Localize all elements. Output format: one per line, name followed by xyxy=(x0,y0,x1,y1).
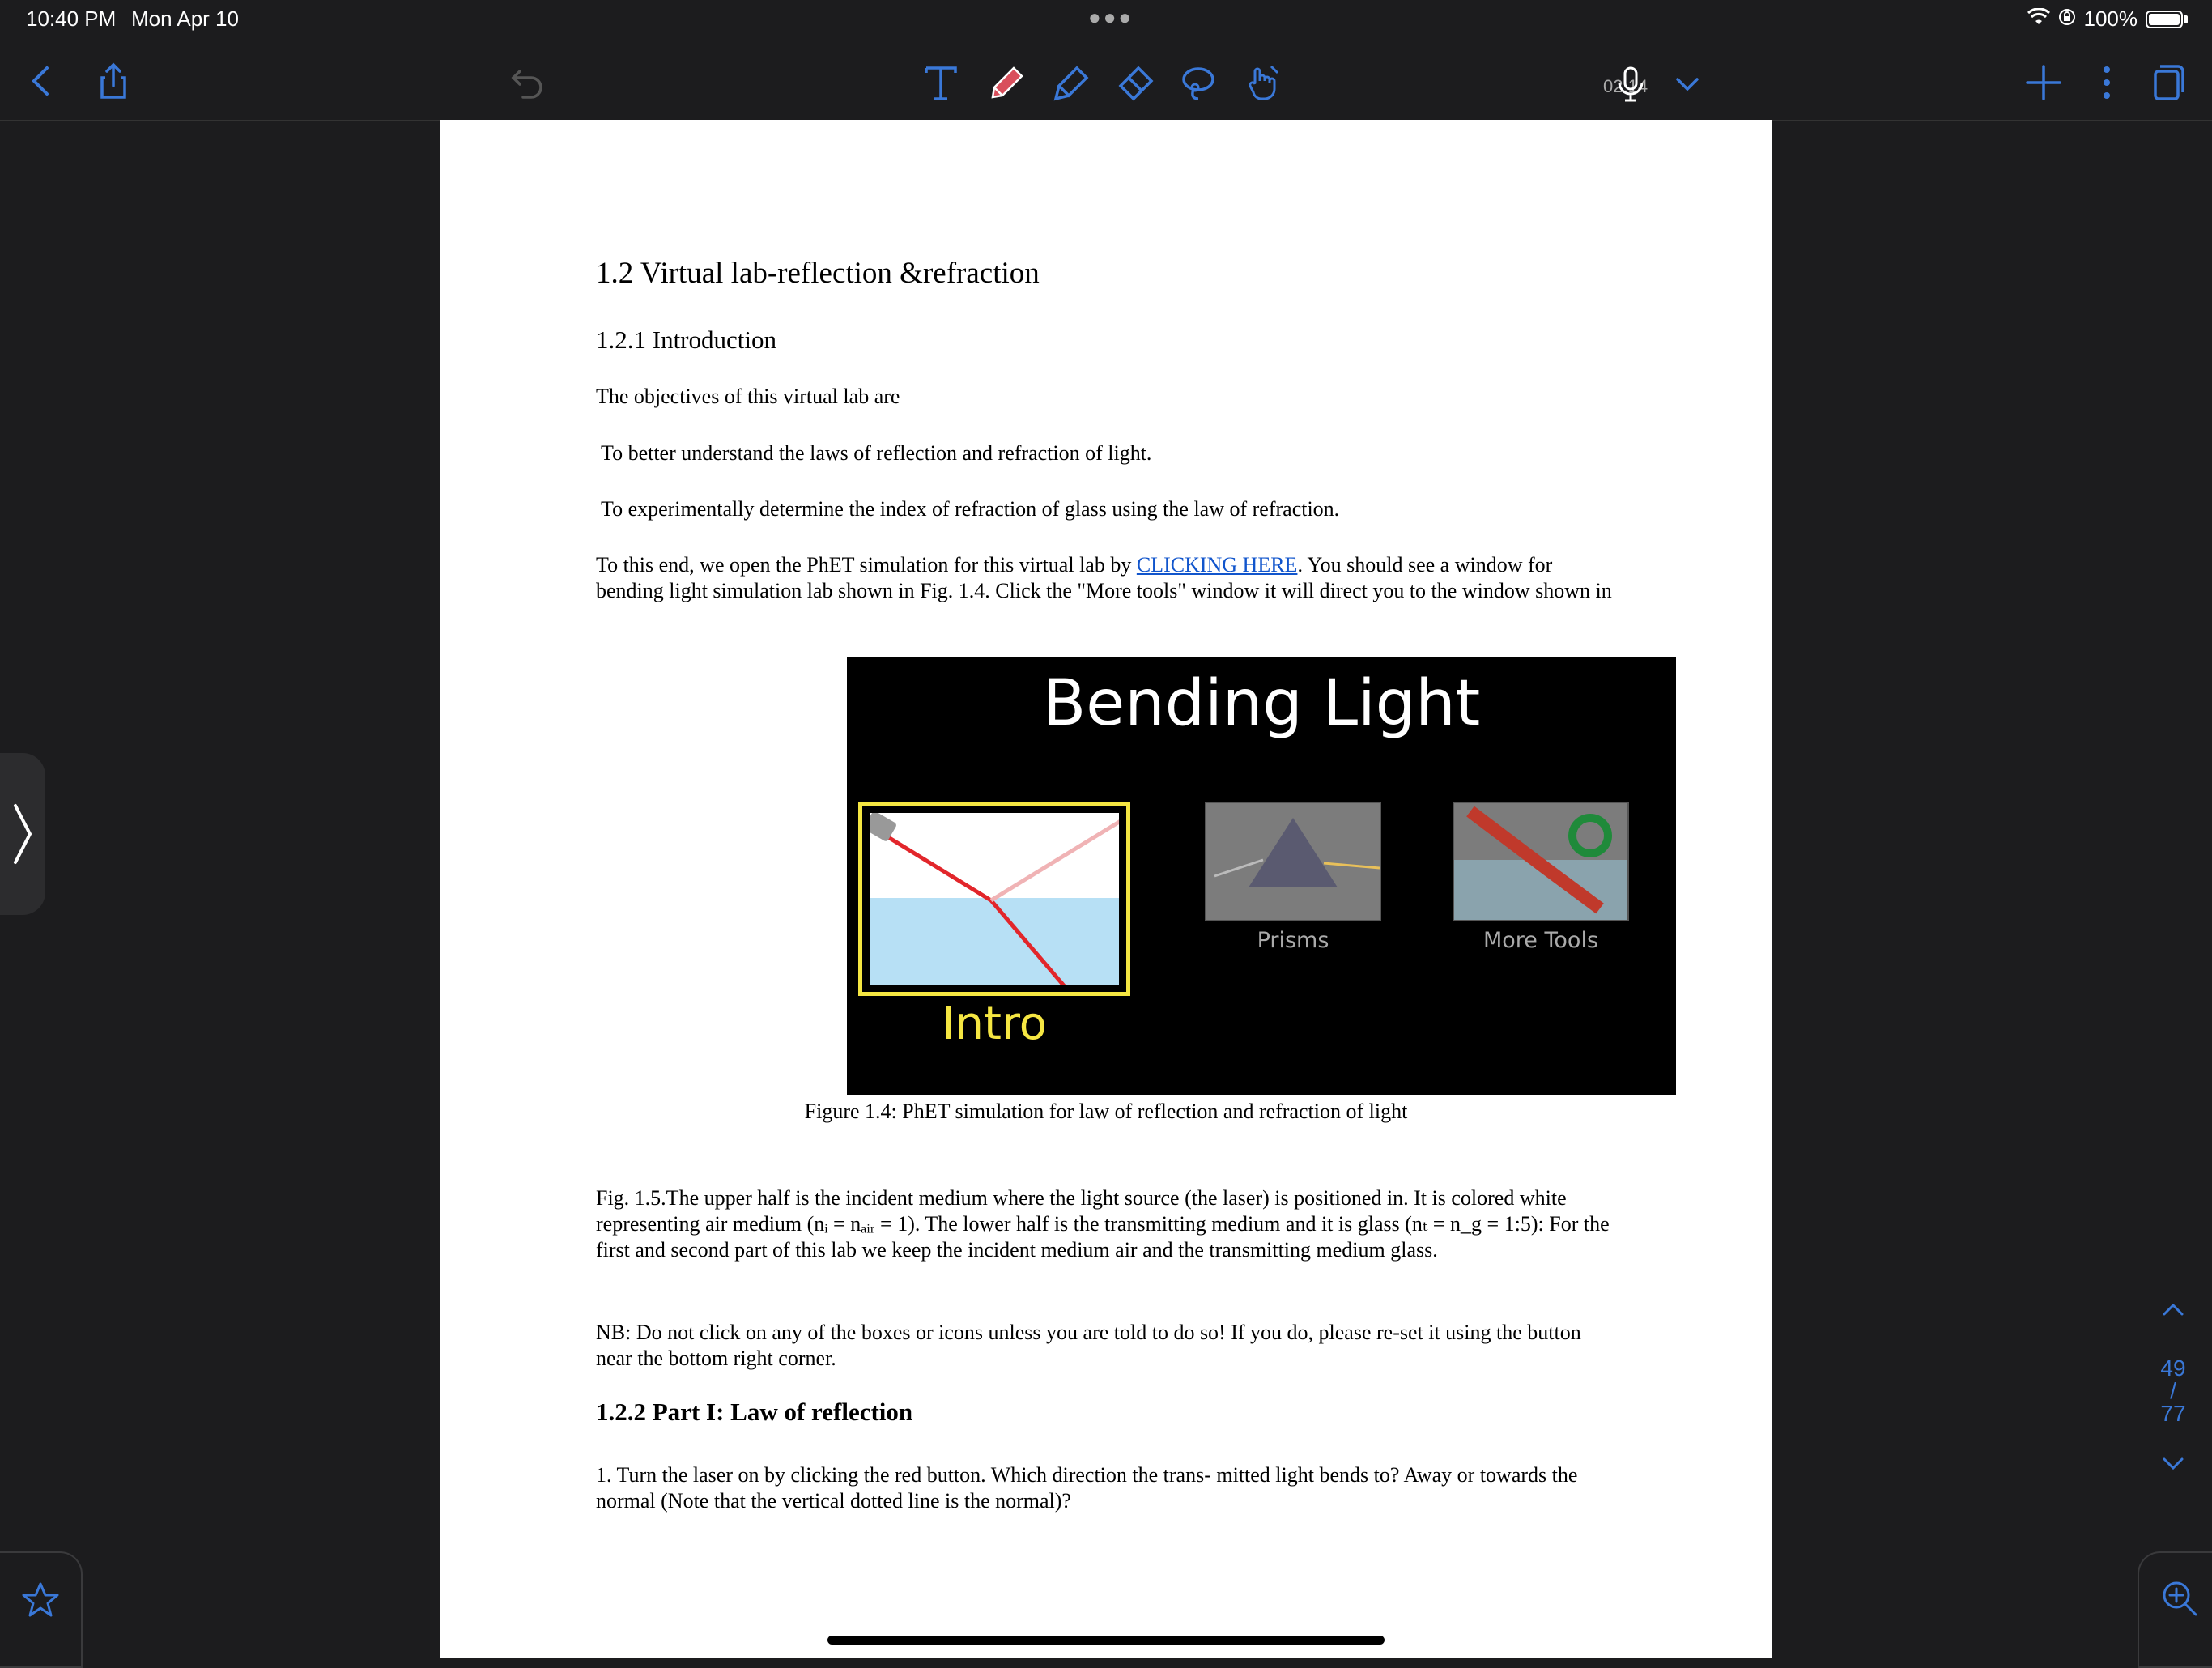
status-date: Mon Apr 10 xyxy=(131,6,239,31)
orientation-lock-icon xyxy=(2058,6,2076,32)
current-page: 49 xyxy=(2160,1355,2186,1381)
toolbar xyxy=(0,39,2212,121)
medium-description: Fig. 1.5.The upper half is the incident medium where the light source (the laser) is positioned in. It is colored white representing air medium (nᵢ = nₐᵢᵣ = 1). The lower half is the transmitting medium and it is glass (nₜ = n_g = 1:5): For the first and second part of this lab we keep the incident medium air and the transmitting medium glass. xyxy=(596,1186,1610,1262)
multitasking-dots-icon[interactable]: ●●● xyxy=(1088,5,1134,29)
prisms-thumbnail xyxy=(1205,802,1381,921)
more-options-icon[interactable] xyxy=(2084,60,2129,105)
page-navigator xyxy=(2144,1299,2202,1479)
document-page[interactable] xyxy=(440,120,1772,1658)
home-indicator[interactable] xyxy=(827,1636,1385,1645)
zoom-in-icon xyxy=(2160,1579,2199,1618)
recording-dropdown-chevron-icon[interactable] xyxy=(1665,62,1710,107)
prisms-label: Prisms xyxy=(1257,928,1329,953)
wifi-icon xyxy=(2027,6,2050,32)
next-page-icon[interactable] xyxy=(2159,1454,2187,1474)
eraser-tool-icon[interactable] xyxy=(1112,60,1158,105)
previous-page-icon[interactable] xyxy=(2159,1300,2187,1319)
status-time: 10:40 PM xyxy=(26,6,117,31)
objective-two: To experimentally determine the index of refraction of glass using the law of refraction. xyxy=(601,497,1340,521)
microphone-icon[interactable] xyxy=(1608,62,1653,107)
nb-note: NB: Do not click on any of the boxes or icons unless you are told to do so! If you do, please re-set it using the button near the bottom right corner. xyxy=(596,1321,1581,1370)
clicking-here-link[interactable]: CLICKING HERE xyxy=(1136,553,1298,577)
bending-light-figure xyxy=(847,657,1676,1095)
intro-thumbnail xyxy=(858,802,1130,996)
status-bar xyxy=(0,0,2212,39)
phet-instructions: To this end, we open the PhET simulation for this virtual lab by CLICKING HERE. You should see a window for bending light simulation lab shown in Fig. 1.4. Click the "More tools" window it will direct you to the window shown in xyxy=(596,553,1612,602)
pointer-tool-icon[interactable] xyxy=(1240,60,1286,105)
section-heading: 1.2 Virtual lab-reflection &refraction xyxy=(596,257,1040,290)
undo-icon[interactable] xyxy=(505,60,551,105)
lasso-tool-icon[interactable] xyxy=(1176,60,1221,105)
part-one-heading: 1.2.2 Part I: Law of reflection xyxy=(596,1398,913,1426)
figure-caption: Figure 1.4: PhET simulation for law of reflection and refraction of light xyxy=(804,1100,1408,1123)
back-chevron-icon[interactable] xyxy=(19,58,65,104)
more-tools-label: More Tools xyxy=(1482,928,1599,953)
sidebar-toggle[interactable] xyxy=(0,753,45,915)
question-one: 1. Turn the laser on by clicking the red button. Which direction the trans- mitted light bends to? Away or towards the normal (Note that the vertical dotted line is the normal)? xyxy=(596,1463,1578,1513)
total-pages: 77 xyxy=(2160,1401,2186,1426)
status-right xyxy=(2027,6,2189,32)
highlighter-tool-icon[interactable] xyxy=(1049,60,1095,105)
subsection-heading: 1.2.1 Introduction xyxy=(596,326,776,354)
recording-timer: 02:14 xyxy=(1603,76,1648,96)
text-tool-icon[interactable] xyxy=(918,60,963,105)
add-page-icon[interactable] xyxy=(2021,60,2066,105)
pen-tool-icon[interactable] xyxy=(985,60,1030,105)
page-separator: / xyxy=(2170,1378,2176,1403)
favorite-button[interactable] xyxy=(0,1551,83,1668)
battery-icon xyxy=(2146,11,2183,28)
battery-percent: 100% xyxy=(2083,6,2138,31)
page-view-icon[interactable] xyxy=(2146,60,2191,105)
chevron-right-icon xyxy=(11,798,35,870)
more-tools-thumbnail xyxy=(1453,802,1629,921)
objectives-intro: The objectives of this virtual lab are xyxy=(596,385,900,408)
objective-one: To better understand the laws of reflection and refraction of light. xyxy=(601,441,1152,465)
share-icon[interactable] xyxy=(91,58,136,104)
intro-label: Intro xyxy=(941,998,1048,1050)
star-icon xyxy=(21,1581,60,1619)
figure-title: Bending Light xyxy=(1042,667,1481,740)
zoom-button[interactable] xyxy=(2138,1551,2212,1668)
